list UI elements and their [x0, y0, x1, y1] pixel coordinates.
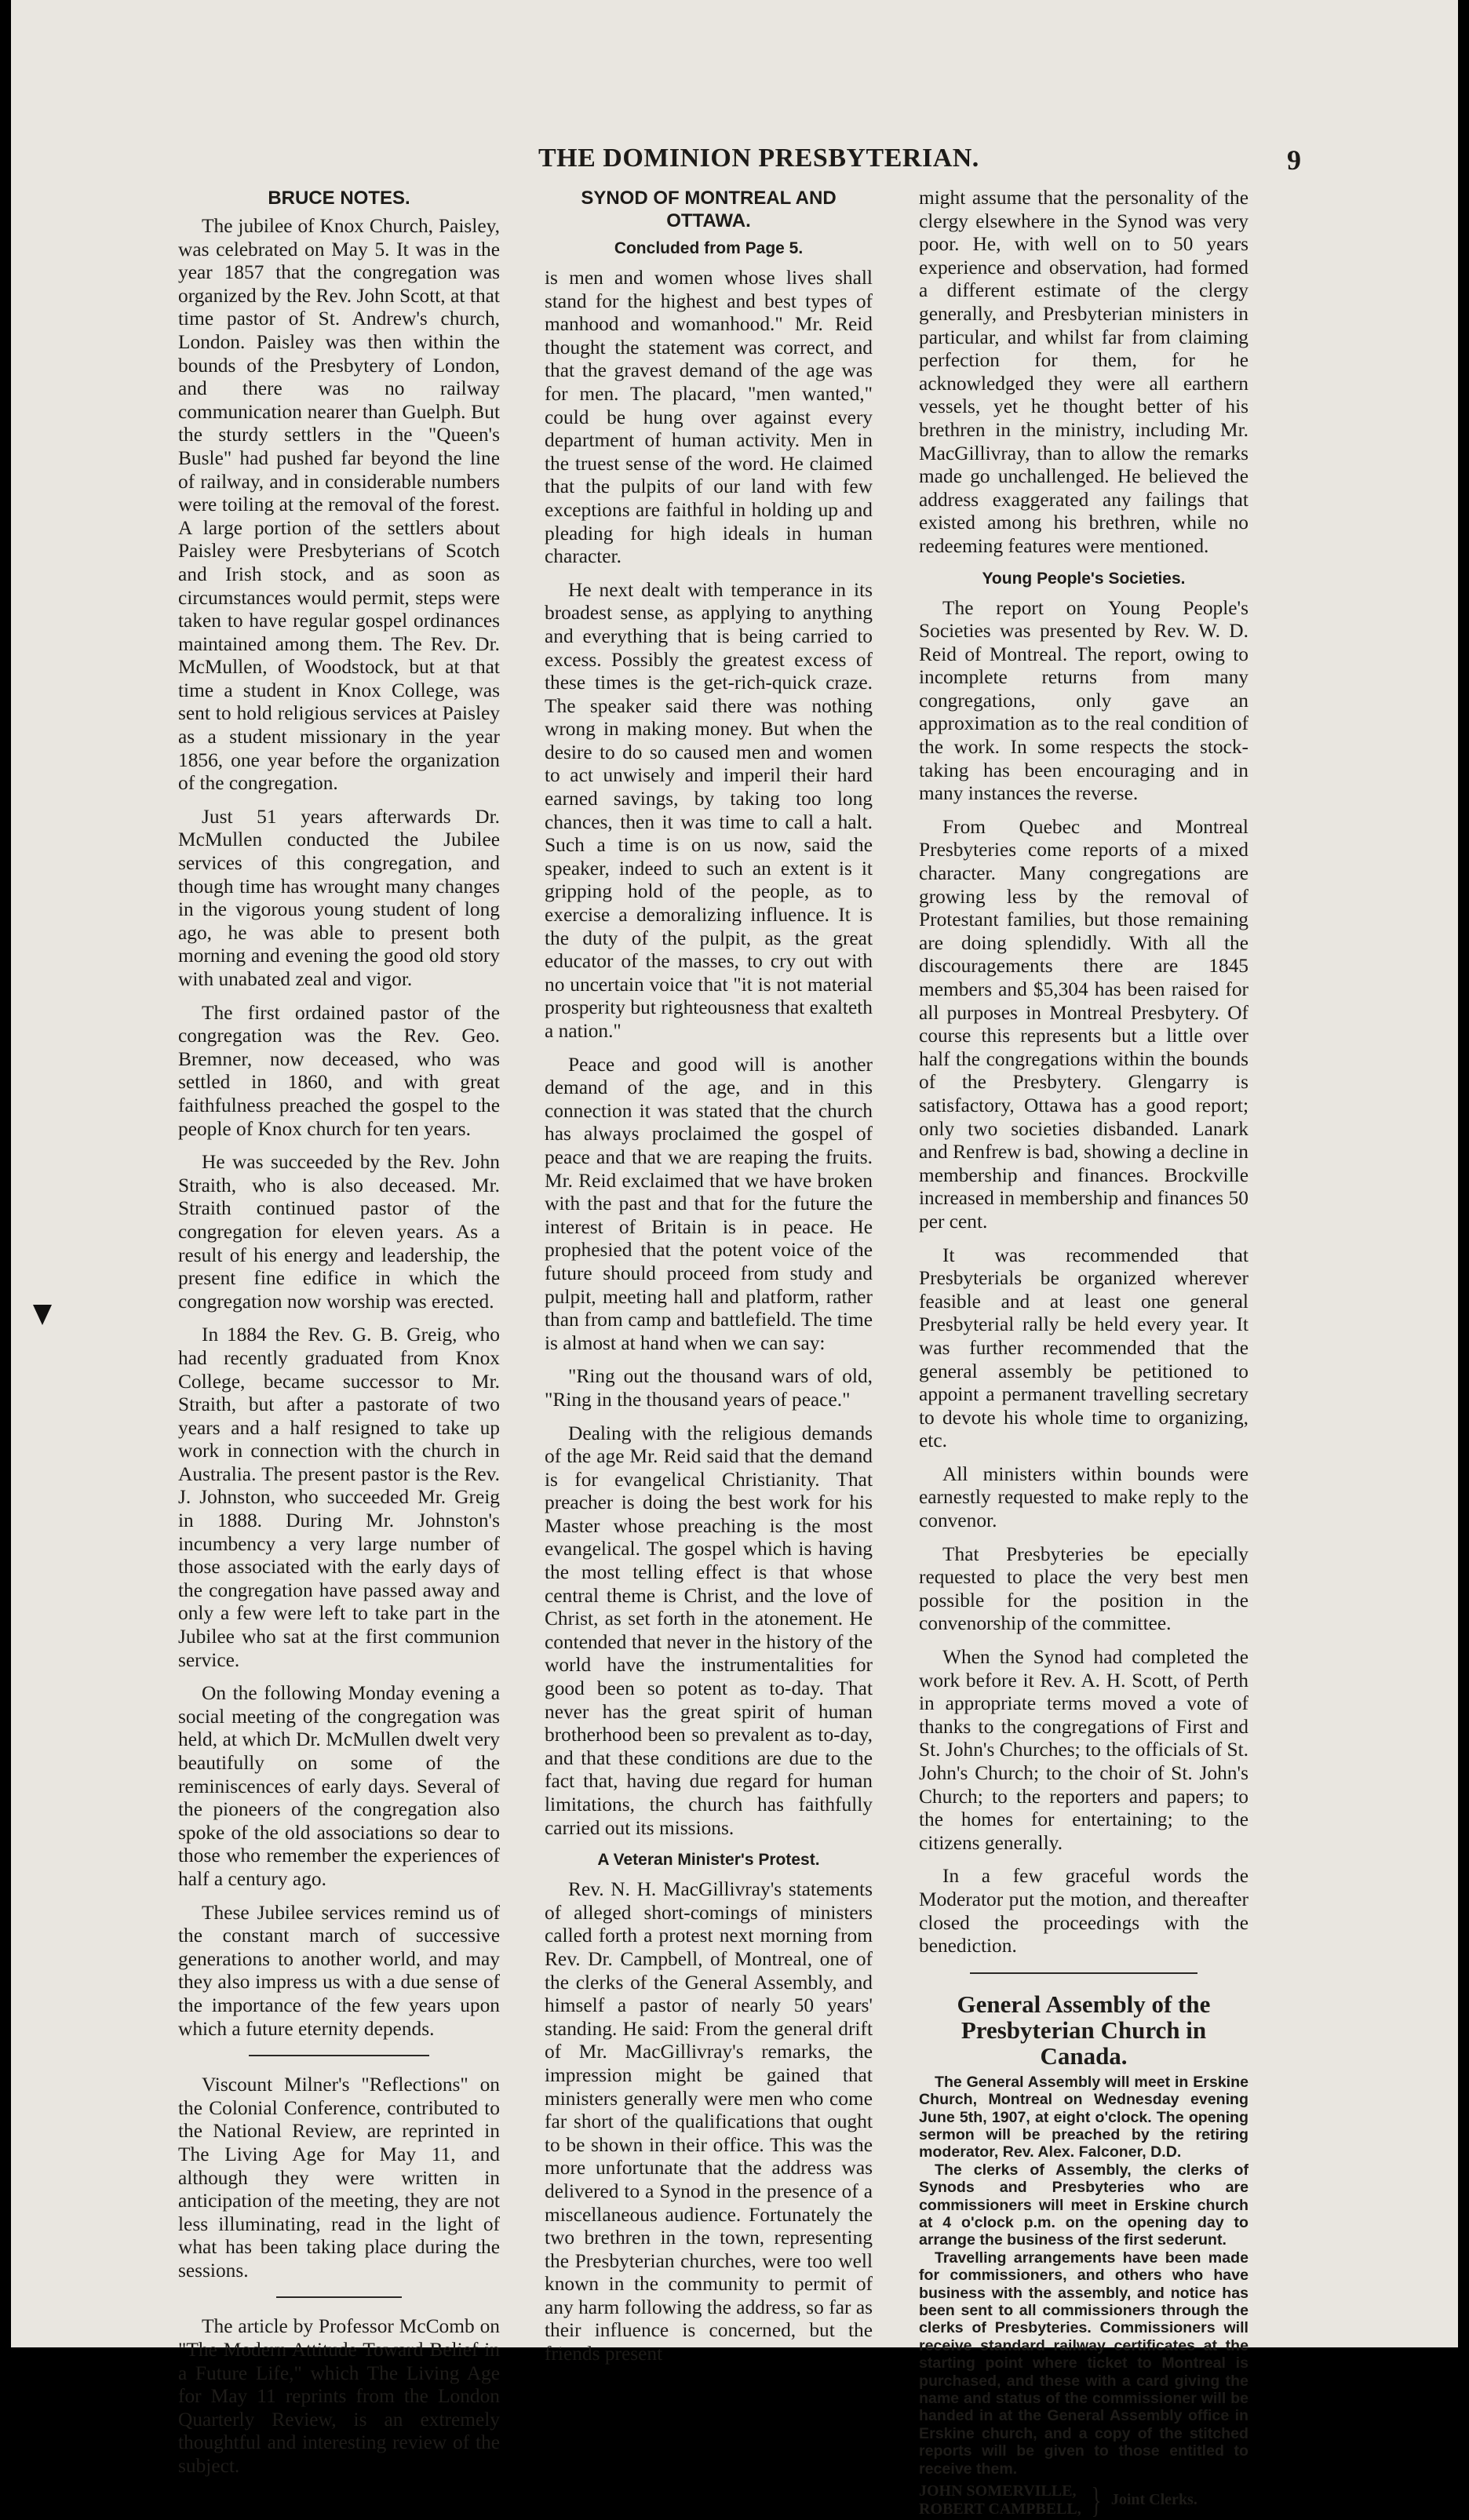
article-paragraph: From Quebec and Montreal Presbyteries come reports of a mixed character. Many congregations are growing less by the removal of Protestant families, but those remaining are doing splendidly. With all the discouragements there are 1845 members and $5,304 has been raised for all purposes in Montreal Presbytery. Of course this represents but a little over half the congregations within the bounds of the Presbytery. Glengarry is satisfactory, Ottawa has a good report; only two societies disbanded. Lanark and Renfrew is bad, showing a decline in membership and finances. Brockville increased in membership and finances 50 per cent.: [919, 815, 1248, 1233]
veteran-protest-heading: A Veteran Minister's Protest.: [597, 1851, 820, 1870]
article-paragraph: In 1884 the Rev. G. B. Greig, who had recently graduated from Knox College, became successor to Mr. Straith, but after a pastorate of two years and a half resigned to take up work in connection with the church in Australia. The present pastor is the Rev. J. Johnston, who succeeded Mr. Greig in 1888. During Mr. Johnston's incumbency a very large number of those associated with the early days of the congregation have passed away and only a few were left to take part in the Jubilee who sat at the first communion service.: [178, 1324, 500, 1671]
notice-paragraph: The General Assembly will meet in Erskine Church, Montreal on Wednesday evening June 5th, 1907, at eight o'clock. The opening sermon will be preached by the retiring moderator, Rev. Alex. Falconer, D.D.: [919, 2073, 1248, 2161]
column-1: [178, 188, 500, 2489]
synod-heading: SYNOD OF MONTREAL AND OTTAWA.: [581, 188, 837, 231]
article-paragraph: He next dealt with temperance in its broadest sense, as applying to anything and everything that is being carried to excess. Possibly the greatest excess of these times is the get-rich-quick craze. The speaker said there was nothing wrong in making money. But when the desire to do so caused men and women to act unwisely and imperil their hard earned savings, by taking too long chances, then it was time to call a halt. Such a time is on us now, said the speaker, indeed to such an extent is it gripping hold of the people, as to exercise a demoralizing influence. It is the duty of the pulpit, as the great educator of the masses, to cry out with no uncertain voice that "it is not material prosperity but righteousness that exalteth a nation.": [545, 578, 873, 1042]
article-paragraph: All ministers within bounds were earnestly requested to make reply to the convenor.: [919, 1462, 1248, 1532]
divider: [970, 1972, 1197, 1974]
newspaper-title: THE DOMINION PRESBYTERIAN.: [538, 144, 979, 173]
article-paragraph: Rev. N. H. MacGillivray's statements of alleged short-comings of ministers called forth a protest next morning from Rev. Dr. Campbell, of Montreal, one of the clerks of the General Assembly, and himself a pastor of nearly 50 years' standing. He said: From the general drift of Mr. MacGillivray's remarks, the impression might be gained that ministers generally were men who come far short of the qualifications that ought to be shown in their office. This was the more unfortunate that the address was delivered to a Synod in the presence of a miscellaneous audience. Fortunately the two brethren in the town, representing the Presbyterian churches, were too well known in the community to permit of any harm following the address, so far as their influence is concerned, but the friends present: [545, 1878, 873, 2365]
column-2: [545, 187, 873, 2376]
divider: [249, 2055, 429, 2056]
mccomb-note: The article by Professor McComb on "The Modern Attitude Toward Belief in a Future Life," which The Living Age for May 11 reprints from the London Quarterly Review, is an extremely thoughtful and interesting review of the subject.: [178, 2315, 500, 2478]
article-paragraph: might assume that the personality of the clergy elsewhere in the Synod was very poor. He, with well on to 50 years experience and observation, had formed a different estimate of the clergy generally, and Presbyterian ministers in particular, and whilst far from claiming perfection for them, for he acknowledged they were all earthern vessels, yet he thought better of his brethren in the ministry, including Mr. MacGillivray, than to allow the remarks made go unchallenged. He believed the address exaggerated any failings that existed among his brethren, while no redeeming features were mentioned.: [919, 187, 1248, 557]
article-paragraph: That Presbyteries be epecially requested to place the very best men possible for the position in the convenorship of the committee.: [919, 1542, 1248, 1635]
article-paragraph: The report on Young People's Societies was presented by Rev. W. D. Reid of Montreal. The report, owing to incomplete returns from many congregations, only gave an approximation as to the real condition of the work. In some respects the stock-taking has been encouraging and in many instances the reverse.: [919, 596, 1248, 805]
general-assembly-notice: [919, 2074, 1248, 2478]
article-paragraph: is men and women whose lives shall stand for the highest and best types of manhood and womanhood." Mr. Reid thought the statement was correct, and that the gravest demand of the age was for men. The placard, "men wanted," could be hung over against every department of human activity. Men in the truest sense of the word. He claimed that the pulpits of our land with few exceptions are faithful in holding up and pleading for high ideals in human character.: [545, 267, 873, 568]
article-paragraph: The first ordained pastor of the congregation was the Rev. Geo. Bremner, now deceased, who was settled in 1860, and with great faithfulness preached the gospel to the people of Knox church for ten years.: [178, 1001, 500, 1140]
article-paragraph: In a few graceful words the Moderator put the motion, and thereafter closed the proceedings with the benediction.: [919, 1865, 1248, 1957]
newspaper-page: [11, 0, 1458, 2520]
brace-icon: }: [1091, 2480, 1102, 2520]
margin-arrow-icon: [33, 1305, 52, 1325]
continued-note: Concluded from Page 5.: [614, 239, 804, 257]
article-paragraph: Peace and good will is another demand of the age, and in this connection it was stated that the church has always proclaimed the gospel of peace and that we are reaping the fruits. Mr. Reid exclaimed that we have broken with the past and that for the future the interest of Britain is in peace. He prophesied that the potent voice of the future should proceed from study and pulpit, meeting hall and platform, rather than from camp and battlefield. The time is almost at hand when we can say:: [545, 1053, 873, 1354]
article-paragraph: These Jubilee services remind us of the constant march of successive generations to another world, and may they also impress us with a due sense of the importance of the few years upon which a future eternity depends.: [178, 1901, 500, 2040]
column-3: [919, 187, 1248, 2518]
bruce-notes-heading: BRUCE NOTES.: [268, 188, 410, 209]
young-peoples-heading: Young People's Societies.: [982, 569, 1186, 588]
signer-role: Joint Clerks.: [1110, 2491, 1197, 2509]
signer-names: [919, 2482, 1081, 2518]
article-paragraph: Dealing with the religious demands of the age Mr. Reid said that the demand is for evangelical Christianity. That preacher is doing the best work for his Master whose preaching is the most evangelical. The gospel which is having the most telling effect is that whose central theme is Christ, and the love of Christ, as set forth in the atonement. He contended that never in the history of the world have the instrumentalities for good been so potent as to-day. That never has the great spirit of human brotherhood been so prevalent as to-day, and that these conditions are due to the fact that, having due regard for human limitations, the church has faithfully carried out its missions.: [545, 1422, 873, 1839]
general-assembly-title: General Assembly of the Presbyterian Church in Canada.: [957, 1990, 1211, 2070]
article-paragraph: The jubilee of Knox Church, Paisley, was celebrated on May 5. It was in the year 1857 that the congregation was organized by the Rev. John Scott, at that time pastor of St. Andrew's church, London. Paisley was then within the bounds of the Presbytery of London, and there was no railway communication nearer than Guelph. But the sturdy settlers in the "Queen's Busle" had pushed far beyond the line of railway, and in considerable numbers were toiling at the removal of the forest. A large portion of the settlers about Paisley were Presbyterians of Scotch and Irish stock, and as soon as circumstances would permit, steps were taken to have regular gospel ordinances maintained among them. The Rev. Dr. McMullen, of Woodstock, but at that time a student in Knox College, was sent to hold religious services at Paisley as a student missionary in the year 1856, one year before the organization of the congregation.: [178, 215, 500, 795]
article-paragraph: On the following Monday evening a social meeting of the congregation was held, at which Dr. McMullen dwelt very beautifully on some of the reminiscences of early days. Several of the pioneers of the congregation also spoke of the old associations so dear to those who remember the experiences of half a century ago.: [178, 1682, 500, 1890]
divider: [276, 2296, 402, 2298]
poem-quote: "Ring out the thousand wars of old, "Ring in the thousand years of peace.": [545, 1365, 873, 1411]
signer-name: ROBERT CAMPBELL,: [919, 2500, 1081, 2518]
signature-block: [919, 2482, 1248, 2518]
milner-note: Viscount Milner's "Reflections" on the Colonial Conference, contributed to the National Review, are reprinted in The Living Age for May 11, and although they were written in anticipation of the meeting, they are not less illuminating, read in the light of what has been taking place during the sessions.: [178, 2074, 500, 2281]
page-number: 9: [1287, 144, 1301, 176]
signer-name: JOHN SOMERVILLE,: [919, 2482, 1077, 2500]
notice-paragraph: Travelling arrangements have been made for commissioners, and others who have business with the assembly, and notice has been sent to all commissioners through the clerks of Presbyteries. Commissioners will receive standard railway certificates at the starting point where ticket to Montreal is purchased, and these with a card giving the name and status of the commissioner will be handed in at the General Assembly office in Erskine church, and a copy of the stitched reports will be given to those entitled to receive them.: [919, 2249, 1248, 2478]
article-paragraph: When the Synod had completed the work before it Rev. A. H. Scott, of Perth in appropriate terms moved a vote of thanks to the congregations of First and St. John's Churches; to the officials of St. John's Church; to the choir of St. John's Church; to the reporters and papers; to the homes for entertaining; to the citizens generally.: [919, 1646, 1248, 1854]
article-paragraph: He was succeeded by the Rev. John Straith, who is also deceased. Mr. Straith continued pastor of the congregation for eleven years. As a result of his energy and leadership, the present fine edifice in which the congregation now worship was erected.: [178, 1151, 500, 1313]
article-paragraph: It was recommended that Presbyterials be organized wherever feasible and at least one general Presbyterial rally be held every year. It was further recommended that the general assembly be petitioned to appoint a permanent travelling secretary to devote his whole time to organizing, etc.: [919, 1244, 1248, 1452]
notice-paragraph: The clerks of Assembly, the clerks of Synods and Presbyteries who are commissioners will meet in Erskine church at 4 o'clock p.m. on the opening day to arrange the business of the first sederunt.: [919, 2161, 1248, 2249]
article-paragraph: Just 51 years afterwards Dr. McMullen conducted the Jubilee services of this congregation, and though time has wrought many changes in the vigorous young student of long ago, he was able to present both morning and evening the good old story with unabated zeal and vigor.: [178, 805, 500, 990]
